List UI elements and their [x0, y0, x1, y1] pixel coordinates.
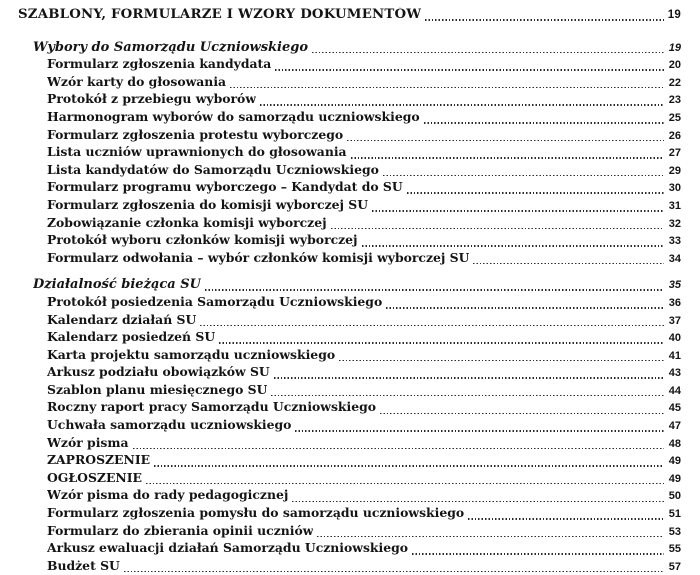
dot-leader — [372, 210, 664, 212]
toc-entry-page-number: 32 — [668, 217, 681, 230]
toc-entry[interactable] — [18, 558, 681, 575]
toc-entry-label: SZABLONY, FORMULARZE I WZORY DOKUMENTÓW — [18, 7, 422, 22]
dot-leader — [383, 175, 664, 177]
dot-leader — [154, 465, 664, 467]
toc-entry[interactable] — [18, 312, 681, 330]
toc-entry-label: Protokół wyboru członków komisji wyborczej — [47, 232, 358, 248]
dot-leader — [292, 501, 664, 503]
toc-entry[interactable] — [18, 294, 681, 312]
toc-entry[interactable] — [18, 232, 681, 250]
toc-entry-page-number: 35 — [668, 279, 681, 292]
toc-entry[interactable] — [18, 277, 681, 294]
toc-entry-page-number: 31 — [668, 199, 681, 212]
toc-entry[interactable] — [18, 40, 681, 57]
toc-entry-page-number: 29 — [668, 164, 681, 177]
dot-leader — [275, 69, 664, 71]
dot-leader — [386, 307, 664, 309]
toc-entry[interactable] — [18, 56, 681, 74]
toc-entry-page-number: 19 — [668, 41, 681, 54]
toc-entry[interactable] — [18, 417, 681, 435]
toc-entry[interactable] — [18, 197, 681, 215]
toc-entry-page-number: 51 — [668, 508, 681, 521]
dot-leader — [200, 325, 664, 327]
toc-entry-label: Lista kandydatów do Samorządu Uczniowskiego — [47, 161, 379, 177]
toc-entry-label: Karta projektu samorządu uczniowskiego — [47, 346, 336, 362]
toc-entry[interactable] — [18, 382, 681, 400]
dot-leader — [351, 157, 664, 159]
toc-entry[interactable] — [18, 540, 681, 558]
toc-entry-page-number: 55 — [668, 543, 681, 556]
toc-entry-page-number: 57 — [668, 560, 681, 573]
toc-entry[interactable] — [18, 179, 681, 197]
toc-entry[interactable] — [18, 74, 681, 92]
dot-leader — [424, 122, 664, 124]
toc-entry-page-number: 53 — [668, 525, 681, 538]
toc-entry-page-number: 50 — [668, 490, 681, 503]
toc-entry[interactable] — [18, 523, 681, 541]
dot-leader — [271, 395, 664, 397]
toc-entry-page-number: 34 — [668, 252, 681, 265]
toc-entry[interactable] — [18, 109, 681, 127]
toc-entry-page-number: 22 — [668, 76, 681, 89]
toc-entry-page-number: 20 — [668, 59, 681, 72]
toc-entry-page-number: 19 — [667, 9, 681, 21]
toc-entry-label: Arkusz ewaluacji działań Samorządu Uczniowskiego — [47, 540, 409, 556]
toc-entry-label: Harmonogram wyborów do samorządu uczniowskiego — [47, 108, 420, 124]
dot-leader — [473, 263, 664, 265]
dot-leader — [146, 483, 664, 485]
toc-entry[interactable] — [18, 329, 681, 347]
dot-leader — [317, 536, 664, 538]
toc-entry-label: Wzór pisma — [47, 434, 129, 450]
toc-entry-label: Uchwała samorządu uczniowskiego — [47, 417, 292, 433]
toc-entry[interactable] — [18, 452, 681, 470]
toc-entry-label: Formularz programu wyborczego – Kandydat do SU — [47, 179, 403, 195]
toc-entry-label: Formularz odwołania – wybór członków komisji wyborczej SU — [47, 249, 470, 265]
toc-entry[interactable] — [18, 215, 681, 233]
toc-entry-label: Formularz zgłoszenia pomysłu do samorządu uczniowskiego — [47, 505, 465, 521]
dot-leader — [339, 360, 664, 362]
toc-entry-label: Arkusz podziału obowiązków SU — [47, 364, 270, 380]
toc-entry-page-number: 43 — [668, 367, 681, 380]
toc-entry-label: Kalendarz posiedzeń SU — [47, 329, 216, 345]
toc-entry-label: Lista uczniów uprawnionych do głosowania — [47, 144, 347, 160]
toc-entry-label: Formularz zgłoszenia kandydata — [47, 56, 272, 72]
toc-entry[interactable] — [18, 399, 681, 417]
dot-leader — [407, 192, 664, 194]
toc-entry-label: Formularz zgłoszenia protestu wyborczego — [47, 126, 344, 142]
toc-entry-label: Roczny raport pracy Samorządu Uczniowskiego — [47, 399, 377, 415]
toc-entry-page-number: 37 — [668, 314, 681, 327]
dot-leader — [295, 430, 664, 432]
dot-leader — [205, 289, 664, 291]
toc-entry-label: Budżet SU — [47, 557, 120, 573]
dot-leader — [312, 52, 664, 54]
toc-entry[interactable] — [18, 250, 681, 268]
toc-entry-label: Wzór pisma do rady pedagogicznej — [47, 487, 289, 503]
dot-leader — [331, 228, 664, 230]
toc-entry-page-number: 23 — [668, 94, 681, 107]
toc-entry[interactable] — [18, 470, 681, 488]
toc-entry-label: Zobowiązanie członka komisji wyborczej — [47, 214, 327, 230]
dot-leader — [133, 448, 664, 450]
toc-entry-label: Protokół z przebiegu wyborów — [47, 91, 256, 107]
toc-entry[interactable] — [18, 364, 681, 382]
toc-entry-page-number: 40 — [668, 332, 681, 345]
toc-entry-label: Formularz zgłoszenia do komisji wyborczej SU — [47, 196, 369, 212]
toc-entry-label: Wybory do Samorządu Uczniowskiego — [33, 39, 308, 55]
toc-entry-page-number: 25 — [668, 111, 681, 124]
toc-entry-label: Formularz do zbierania opinii uczniów — [47, 522, 314, 538]
toc-entry[interactable] — [18, 487, 681, 505]
dot-leader — [230, 87, 664, 89]
toc-entry-label: OGŁOSZENIE — [47, 469, 142, 485]
dot-leader — [274, 377, 664, 379]
toc-entry[interactable] — [18, 144, 681, 162]
dot-leader — [219, 342, 664, 344]
dot-leader — [380, 413, 664, 415]
toc-entry[interactable] — [18, 347, 681, 365]
dot-leader — [347, 140, 664, 142]
dot-leader — [362, 245, 664, 247]
toc-entry-label: Protokół posiedzenia Samorządu Uczniowskiego — [47, 293, 383, 309]
dot-leader — [412, 553, 664, 555]
toc-entry-label: Kalendarz działań SU — [47, 311, 197, 327]
toc-entry-page-number: 45 — [668, 402, 681, 415]
toc-entry-page-number: 26 — [668, 129, 681, 142]
toc-entry[interactable] — [18, 435, 681, 453]
toc-entry-label: Szablon planu miesięcznego SU — [47, 381, 268, 397]
table-of-contents — [18, 7, 681, 575]
toc-entry-page-number: 41 — [668, 349, 681, 362]
toc-entry-page-number: 27 — [668, 147, 681, 160]
toc-entry-label: Wzór karty do głosowania — [47, 73, 227, 89]
toc-entry-page-number: 48 — [668, 437, 681, 450]
toc-entry-page-number: 36 — [668, 296, 681, 309]
toc-entry-page-number: 33 — [668, 235, 681, 248]
toc-entry-page-number: 44 — [668, 384, 681, 397]
toc-entry-page-number: 49 — [668, 472, 681, 485]
dot-leader — [124, 571, 664, 573]
toc-entry-page-number: 49 — [668, 455, 681, 468]
toc-entry-page-number: 47 — [668, 420, 681, 433]
dot-leader — [468, 518, 664, 520]
toc-entry[interactable] — [18, 127, 681, 145]
dot-leader — [425, 19, 664, 21]
toc-entry-page-number: 30 — [668, 182, 681, 195]
toc-entry-label: Działalność bieżąca SU — [33, 277, 201, 293]
toc-entry-label: ZAPROSZENIE — [47, 452, 151, 468]
toc-entry[interactable] — [18, 91, 681, 109]
toc-entry[interactable] — [18, 162, 681, 180]
dot-leader — [260, 104, 664, 106]
toc-entry[interactable] — [18, 7, 681, 24]
